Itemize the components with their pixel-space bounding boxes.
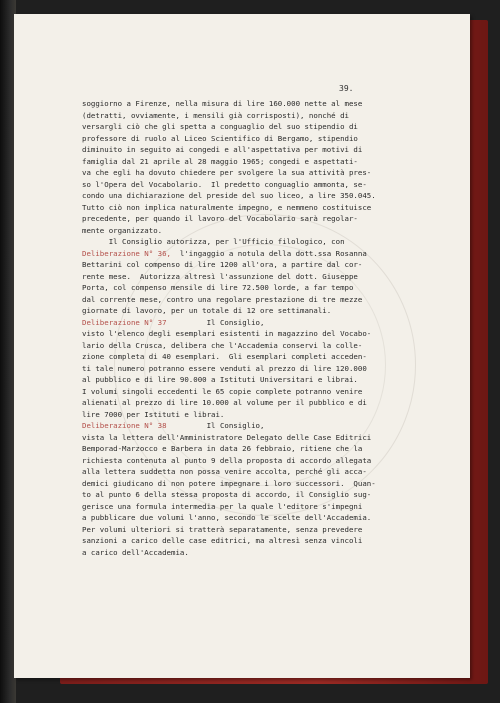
text-line (82, 294, 472, 306)
text-line (82, 547, 472, 559)
text-line (82, 167, 472, 179)
line-text: dal corrente mese, contro una regolare prestazione di tre mezze (82, 294, 363, 304)
line-text: sanzioni a carico delle case editrici, ma altresì senza vincoli (82, 536, 363, 545)
text-line (82, 133, 472, 145)
text-line (82, 121, 472, 133)
text-line (82, 363, 472, 375)
text-line (82, 156, 472, 168)
line-text: Bettarini col compenso di lire 1200 all'ora, a partire dal cor- (82, 260, 363, 269)
text-line (82, 236, 472, 248)
line-text: condo una dichiarazione del preside del suo liceo, a lire 350.045. (82, 191, 376, 200)
line-text: Il Consiglio, (166, 317, 265, 327)
text-line (82, 271, 472, 283)
text-line (82, 259, 472, 271)
line-text: rente mese. Autorizza altresì l'assunzione del dott. Giuseppe (82, 271, 358, 281)
line-text: mente organizzato. (82, 225, 163, 235)
line-text: a pubblicare due volumi l'anno, secondo le scelte dell'Accademia. (82, 513, 372, 522)
text-line (82, 432, 472, 444)
line-text: al pubblico e di lire 90.000 a Istituti Universitari e librai. (82, 375, 358, 384)
text-line (82, 489, 472, 501)
line-text: famiglia dal 21 aprile al 28 maggio 1965; congedi e aspettati- (82, 156, 358, 166)
line-text: Il Consiglio, (166, 421, 265, 430)
document-page (14, 14, 470, 678)
deliberation-line (82, 248, 472, 260)
line-text: versargli ciò che gli spetta a conguaglio del suo stipendio di (82, 122, 358, 131)
text-line (82, 466, 472, 478)
text-line (82, 179, 472, 191)
text-line (82, 455, 472, 467)
line-text: professore di ruolo al Liceo Scientifico di Bergamo, stipendio (82, 133, 358, 143)
deliberation-number: Deliberazione N° 36, (82, 248, 171, 258)
text-line (82, 110, 472, 122)
line-text: diminuito in seguito ai congedi e all'aspettativa per motivi di (82, 145, 363, 154)
text-line (82, 524, 472, 536)
line-text: precedente, per quando il lavoro del Vocabolario sarà regolar- (82, 214, 358, 223)
line-text: a carico dell'Accademia. (82, 547, 189, 557)
text-line (82, 535, 472, 547)
text-line (82, 351, 472, 363)
text-line (82, 340, 472, 352)
line-text: zione completa di 40 esemplari. Gli esemplari completi acceden- (82, 352, 367, 361)
typewritten-text (82, 98, 472, 558)
line-text: to al punto 6 della stessa proposta di accordo, il Consiglio sug- (82, 490, 372, 499)
line-text: Porta, col compenso mensile di lire 72.500 lorde, a far tempo (82, 283, 354, 292)
line-text: richiesta contenuta al punto 9 della proposta di accordo allegata (82, 455, 372, 465)
text-line (82, 374, 472, 386)
line-text: alienati al prezzo di lire 10.000 al volume per il pubblico e di (82, 398, 367, 407)
text-line (82, 98, 472, 110)
text-line (82, 225, 472, 237)
page-number: 39. (339, 84, 354, 93)
line-text: lario della Crusca, delibera che l'Accademia conservi la colle- (82, 340, 363, 350)
text-line (82, 282, 472, 294)
text-line (82, 501, 472, 513)
line-text: vista la lettera dell'Amministratore Delegato delle Case Editrici (82, 432, 372, 442)
text-line (82, 305, 472, 317)
line-text: Bemporad-Marzocco e Barbera in data 26 febbraio, ritiene che la (82, 444, 363, 453)
deliberation-line (82, 317, 472, 329)
line-text: (detratti, ovviamente, i mensili già corrisposti), nonché di (82, 110, 349, 120)
line-text: Per volumi ulteriori si tratterà separatamente, senza prevedere (82, 524, 363, 534)
line-text: alla lettera suddetta non possa venire accolta, perché gli acca- (82, 467, 367, 476)
text-line (82, 190, 472, 202)
line-text: l'ingaggio a notula della dott.ssa Rosanna (171, 248, 367, 258)
line-text: ti tale numero potranno essere venduti al prezzo di lire 120.000 (82, 363, 367, 373)
line-text: I volumi singoli eccedenti le 65 copie complete potranno venire (82, 386, 363, 396)
line-indent (82, 237, 109, 246)
text-line (82, 202, 472, 214)
text-line (82, 512, 472, 524)
text-line (82, 443, 472, 455)
text-line (82, 328, 472, 340)
line-text: demici giudicano di non potere impegnare i loro successori. Quan- (82, 478, 376, 488)
line-text: giornate di lavoro, per un totale di 12 ore settimanali. (82, 306, 332, 315)
text-line (82, 478, 472, 490)
deliberation-line (82, 420, 472, 432)
line-text: Tutto ciò non implica naturalmente impegno, e nemmeno costituisce (82, 202, 372, 212)
line-text: visto l'elenco degli esemplari esistenti in magazzino del Vocabo- (82, 329, 372, 338)
line-text: Il Consiglio autorizza, per l'Ufficio filologico, con (108, 237, 345, 246)
line-text: lire 7000 per Istituti e librai. (82, 409, 225, 419)
deliberation-number: Deliberazione N° 37 (82, 317, 167, 327)
text-line (82, 409, 472, 421)
line-text: soggiorno a Firenze, nella misura di lire 160.000 nette al mese (82, 99, 363, 108)
deliberation-number: Deliberazione N° 38 (82, 421, 167, 430)
text-line (82, 386, 472, 398)
text-line (82, 144, 472, 156)
line-text: so l'Opera del Vocabolario. Il predetto conguaglio ammonta, se- (82, 179, 367, 189)
text-line (82, 213, 472, 225)
text-line (82, 397, 472, 409)
line-text: gerisce una formula intermedia per la quale l'editore s'impegni (82, 501, 363, 511)
line-text: va che egli ha dovuto chiedere per svolgere la sua attività pres- (82, 168, 372, 177)
